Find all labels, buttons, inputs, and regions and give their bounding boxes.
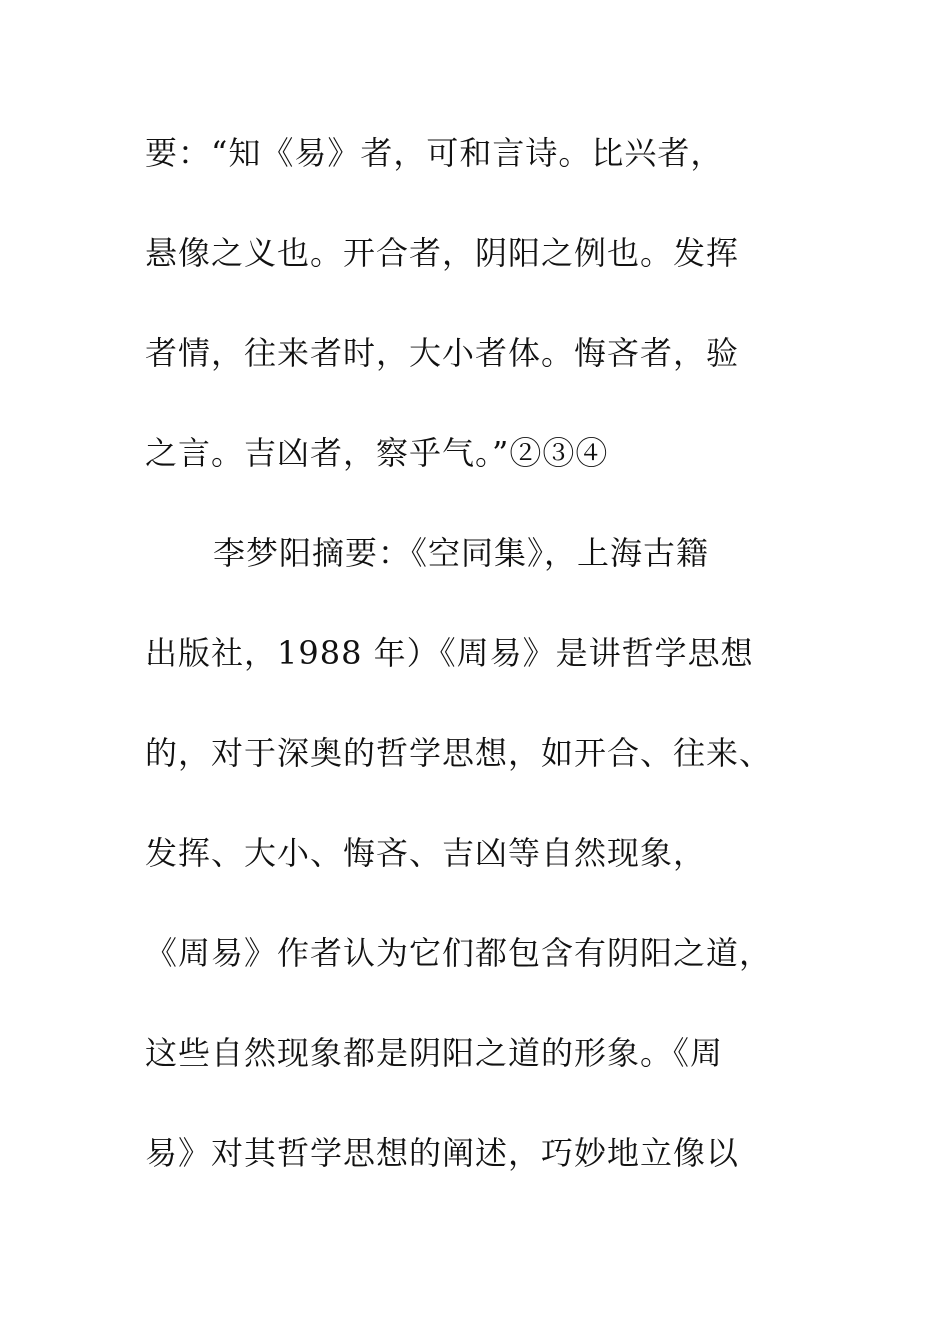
text-line-1: 要：“知《易》者，可和言诗。比兴者， xyxy=(145,134,724,172)
text-line-6: 出版社，1988 年）《周易》是讲哲学思想 xyxy=(145,634,754,672)
text-line-9: 《周易》作者认为它们都包含有阴阳之道， xyxy=(145,934,773,972)
text-line-7: 的，对于深奥的哲学思想，如开合、往来、 xyxy=(145,734,773,772)
text-line-8: 发挥、大小、悔吝、吉凶等自然现象， xyxy=(145,834,707,872)
text-line-5: 李梦阳摘要：《空同集》，上海古籍 xyxy=(213,534,710,572)
text-line-11: 易》对其哲学思想的阐述，巧妙地立像以 xyxy=(145,1134,740,1172)
text-line-3: 者情，往来者时，大小者体。悔吝者，验 xyxy=(145,334,740,372)
body-text xyxy=(145,127,825,1227)
text-line-4: 之言。吉凶者，察乎气。”②③④ xyxy=(145,434,609,472)
text-line-2: 悬像之义也。开合者，阴阳之例也。发挥 xyxy=(145,234,740,272)
text-line-10: 这些自然现象都是阴阳之道的形象。《周 xyxy=(145,1034,724,1072)
